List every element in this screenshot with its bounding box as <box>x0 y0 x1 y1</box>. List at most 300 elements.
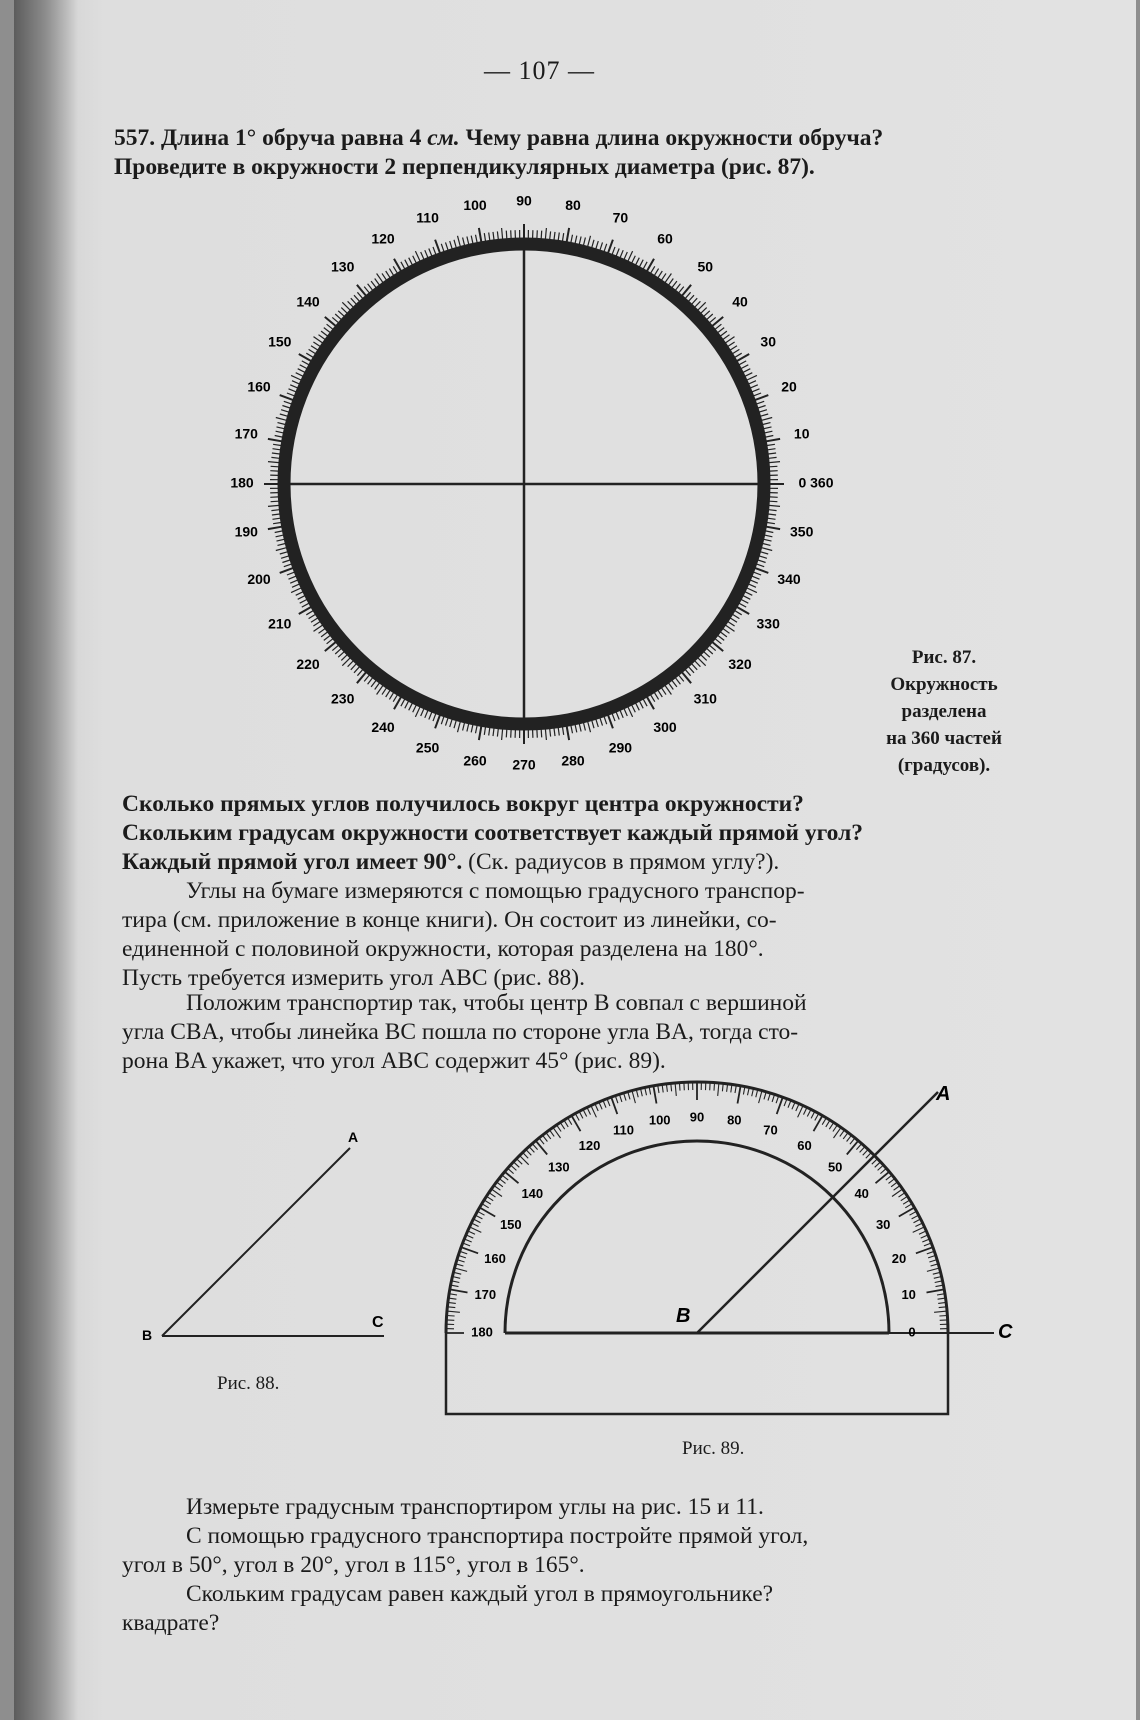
fig87-degree-label: 70 <box>612 209 629 226</box>
fig87-degree-label: 230 <box>331 690 355 707</box>
fig87-tick <box>588 236 591 247</box>
fig87-tick <box>765 431 773 433</box>
fig87-tick <box>768 449 776 450</box>
fig89-tick <box>798 1106 804 1118</box>
fig87-tick <box>616 712 619 719</box>
fig87-tick <box>749 584 756 587</box>
fig89-degree-label: 70 <box>763 1122 778 1138</box>
fig87-tick <box>767 523 775 524</box>
fig87-tick <box>273 518 281 519</box>
fig87-tick <box>446 718 449 726</box>
fig89-degree-label: 90 <box>689 1109 705 1125</box>
fig87-degree-label: 210 <box>268 615 292 632</box>
fig89-tick <box>847 1141 859 1155</box>
fig87-degree-label: 260 <box>463 752 487 769</box>
fig87-tick <box>643 262 647 269</box>
fig89-tick <box>455 1268 468 1271</box>
fig87-degree-label: 60 <box>657 230 673 247</box>
fig87-tick <box>368 678 373 684</box>
text-line: Скольким градусам окружности соответствует каждый прямой угол? <box>122 820 864 846</box>
fig87-tick <box>319 335 326 340</box>
fig87-tick <box>769 457 777 458</box>
fig89-tick <box>615 1096 618 1104</box>
fig87-tick <box>550 729 551 737</box>
fig87-tick <box>277 427 285 429</box>
fig87-tick <box>723 629 730 634</box>
fig87-tick <box>415 707 420 717</box>
fig89-tick <box>784 1099 787 1106</box>
fig87-tick <box>489 728 490 736</box>
fig87-tick <box>654 269 658 276</box>
fig89-tick <box>807 1109 811 1116</box>
fig87-tick <box>479 726 481 740</box>
fig87-tick <box>761 414 769 416</box>
fig87-tick <box>314 625 323 631</box>
fig87-tick <box>765 535 773 537</box>
fig87-tick <box>592 240 594 248</box>
fig87-tick <box>389 693 393 700</box>
fig87-tick <box>338 311 344 316</box>
fig87-tick <box>715 324 721 329</box>
fig87-degree-label: 80 <box>565 197 581 214</box>
fig87-tick <box>715 639 721 644</box>
fig87-tick <box>762 418 773 421</box>
fig87-tick <box>371 281 376 287</box>
fig87-tick <box>433 714 436 721</box>
fig87-degree-label: 320 <box>728 656 752 673</box>
fig87-tick <box>692 664 697 670</box>
fig87-tick <box>745 373 752 377</box>
fig87-degree-label: 200 <box>247 571 271 588</box>
fig87-tick <box>747 588 757 593</box>
fig87-tick <box>268 439 282 441</box>
fig87-tick <box>750 385 757 388</box>
fig87-tick <box>769 505 780 506</box>
fig87-tick <box>752 576 759 579</box>
fig89-tick <box>738 1086 741 1104</box>
fig87-tick <box>287 572 294 575</box>
fig89-tick <box>934 1311 947 1312</box>
fig87-tick <box>332 645 338 650</box>
text-line: угол в 50°, угол в 20°, угол в 115°, угол в 165°. <box>122 1552 585 1578</box>
fig87-tick <box>545 228 546 239</box>
fig87-tick <box>268 527 282 529</box>
fig87-tick <box>364 675 369 681</box>
fig87-tick <box>413 256 417 263</box>
fig87-tick <box>567 228 569 242</box>
fig89-tick <box>536 1141 548 1155</box>
fig87-tick <box>289 389 296 392</box>
fig87-tick <box>276 535 284 537</box>
fig87-tick <box>389 269 393 276</box>
fig87-tick <box>762 548 773 551</box>
fig87-tick <box>767 444 775 445</box>
fig89-protractor <box>446 1082 1013 1414</box>
fig89-tick <box>876 1172 890 1184</box>
fig87-degree-label: 20 <box>781 378 797 395</box>
fig87-degree-label: 10 <box>793 425 810 442</box>
fig89-tick <box>714 1083 715 1091</box>
fig87-tick <box>743 596 750 600</box>
fig89-label-c: C <box>998 1321 1013 1343</box>
fig87-tick <box>620 250 623 257</box>
fig89-tick <box>675 1083 676 1096</box>
fig89-degree-label: 140 <box>521 1186 544 1202</box>
fig89-tick <box>653 1086 656 1104</box>
fig87-tick <box>429 249 432 256</box>
fig87-tick <box>608 715 613 728</box>
fig87-tick <box>313 342 320 346</box>
fig87-tick <box>471 725 473 733</box>
fig89-tick <box>680 1083 681 1091</box>
fig87-tick <box>458 722 461 733</box>
fig87-tick <box>484 233 485 241</box>
fig87-tick <box>502 228 503 239</box>
fig89-tick <box>829 1123 833 1130</box>
fig89-degree-label: 100 <box>648 1112 671 1128</box>
fig89-tick <box>466 1235 473 1238</box>
fig89-tick <box>860 1147 865 1153</box>
fig87-degree-label: 110 <box>416 209 439 226</box>
fig87-tick <box>554 728 555 736</box>
fig87-tick <box>640 701 644 708</box>
text-line: Положим транспортир так, чтобы центр B совпал с вершиной <box>186 990 807 1016</box>
fig87-tick <box>662 688 666 695</box>
fig87-tick <box>669 683 674 690</box>
fig87-tick <box>382 688 386 695</box>
fig87-degree-label: 150 <box>268 333 292 350</box>
fig89-tick <box>572 1116 581 1132</box>
problem-line-2: Проведите в окружности 2 перпендикулярных диаметра (рис. 87). <box>114 154 815 180</box>
fig87-degree-label: 90 <box>516 192 532 209</box>
fig87-tick <box>413 705 417 712</box>
fig87-tick <box>282 406 290 409</box>
fig89-label-a: A <box>936 1083 951 1105</box>
fig87-tick <box>368 284 373 290</box>
fig87-tick <box>710 645 716 650</box>
fig88-label-c: C <box>372 1314 384 1331</box>
fig89-tick <box>505 1172 519 1184</box>
fig87-degree-label: 330 <box>756 615 780 632</box>
fig87-tick <box>273 444 281 445</box>
fig87-degree-label: 30 <box>760 333 776 350</box>
fig87-tick <box>405 701 409 708</box>
fig87-tick <box>425 250 428 257</box>
fig89-tick <box>880 1168 886 1173</box>
fig87-caption-line: Рис. 87. <box>911 647 977 668</box>
fig89-tick <box>833 1125 838 1132</box>
fig87-tick <box>280 552 288 554</box>
fig89-tick <box>899 1193 906 1198</box>
fig87-tick <box>636 258 640 265</box>
fig87-tick <box>733 349 740 353</box>
text-line: квадрате? <box>122 1610 220 1636</box>
text-line: тира (см. приложение в конце книги). Он состоит из линейки, со- <box>122 907 777 933</box>
fig89-tick <box>595 1104 598 1111</box>
fig87-tick <box>377 274 383 283</box>
fig87-tick <box>314 337 323 343</box>
fig87-tick <box>324 328 330 333</box>
fig87-tick <box>281 556 289 558</box>
fig89-tick <box>460 1251 468 1254</box>
fig87-tick <box>321 331 327 336</box>
fig87-tick <box>292 584 299 587</box>
fig87-tick <box>377 686 383 695</box>
fig89-tick <box>591 1106 597 1118</box>
fig89-tick <box>463 1243 470 1246</box>
fig87-tick <box>563 727 564 735</box>
fig87-tick <box>588 722 591 733</box>
fig87-tick <box>575 725 577 733</box>
fig87-tick <box>735 353 742 357</box>
text-line: Измерьте градусным транспортиром углы на рис. 15 и 11. <box>186 1494 764 1520</box>
fig87-tick <box>341 655 347 661</box>
fig87-tick <box>567 726 569 740</box>
fig87-tick <box>298 369 305 373</box>
fig89-tick <box>922 1239 929 1242</box>
fig89-tick <box>788 1100 791 1107</box>
fig87-tick <box>689 667 694 673</box>
fig89-tick <box>927 1251 935 1254</box>
text-line: единенной с половиной окружности, которая разделена на 180°. <box>122 936 764 962</box>
book-page <box>14 0 1136 1720</box>
fig87-tick <box>421 252 424 259</box>
fig87-tick <box>695 661 701 667</box>
fig87-tick <box>752 389 759 392</box>
fig87-tick <box>726 625 735 631</box>
fig87-tick <box>276 431 284 433</box>
fig89-tick <box>603 1100 606 1107</box>
fig89-tick <box>494 1186 501 1191</box>
fig87-tick <box>685 670 690 676</box>
fig89-degree-label: 160 <box>484 1250 506 1266</box>
fig87-tick <box>754 572 761 575</box>
fig87-circle-diagram <box>230 193 833 773</box>
fig89-tick <box>850 1138 855 1144</box>
fig87-tick <box>718 328 724 333</box>
fig87-tick <box>579 237 581 245</box>
fig89-tick <box>894 1186 901 1191</box>
fig87-tick <box>429 712 432 719</box>
problem-text-b: Чему равна длина окружности обруча? <box>459 125 884 151</box>
fig87-tick <box>272 514 280 515</box>
fig89-tick <box>886 1175 892 1180</box>
fig87-tick <box>743 369 750 373</box>
fig87-degree-label: 160 <box>247 378 271 395</box>
fig87-tick <box>584 723 586 731</box>
fig89-tick <box>891 1182 897 1187</box>
fig89-tick <box>718 1083 719 1096</box>
fig87-tick <box>272 453 280 454</box>
fig89-tick <box>872 1159 878 1165</box>
fig87-degree-label: 40 <box>732 293 748 310</box>
fig89-tick <box>919 1231 926 1234</box>
fig89-tick <box>473 1219 480 1223</box>
fig87-tick <box>707 314 713 319</box>
fig89-tick <box>499 1179 505 1184</box>
fig87-tick <box>354 667 359 673</box>
fig87-degree-label: 120 <box>371 230 395 247</box>
fig89-tick <box>826 1120 830 1127</box>
fig87-tick <box>298 596 305 600</box>
fig89-tick <box>910 1211 917 1215</box>
fig89-tick <box>814 1116 823 1132</box>
fig87-tick <box>493 232 494 240</box>
fig87-tick <box>741 600 748 604</box>
fig89-tick <box>927 1289 945 1292</box>
fig87-tick <box>289 576 296 579</box>
fig87-tick <box>632 705 636 712</box>
fig89-tick <box>804 1107 808 1114</box>
fig87-tick <box>281 410 289 412</box>
fig87-tick <box>335 314 341 319</box>
fig87-tick <box>280 568 293 573</box>
fig87-tick <box>728 342 735 346</box>
fig89-tick <box>532 1144 537 1150</box>
fig89-tick <box>776 1096 779 1104</box>
fig87-tick <box>467 724 469 732</box>
fig87-tick <box>471 236 473 244</box>
fig89-tick <box>856 1144 861 1150</box>
fig87-degree-label: 0 360 <box>798 474 834 491</box>
fig87-tick <box>463 723 465 731</box>
fig89-tick <box>523 1152 529 1158</box>
fig87-tick <box>757 564 765 567</box>
fig89-tick <box>901 1196 908 1200</box>
fig87-tick <box>271 501 279 502</box>
fig87-tick <box>313 622 320 626</box>
fig87-degree-label: 170 <box>234 425 258 442</box>
problem-unit: см. <box>427 125 460 151</box>
fig87-tick <box>766 527 780 529</box>
fig87-tick <box>273 449 281 450</box>
fig87-tick <box>707 649 713 654</box>
fig87-tick <box>701 308 707 314</box>
fig87-tick <box>327 639 333 644</box>
fig87-tick <box>324 636 330 641</box>
fig87-tick <box>758 406 766 409</box>
fig87-tick <box>463 238 465 246</box>
fig87-tick <box>311 346 318 350</box>
fig87-tick <box>541 231 542 239</box>
fig89-tick <box>913 1227 925 1233</box>
fig89-tick <box>568 1118 572 1125</box>
fig87-tick <box>421 709 424 716</box>
fig89-tick <box>915 1223 922 1227</box>
fig89-tick <box>583 1109 587 1116</box>
fig87-tick <box>604 244 607 252</box>
fig87-tick <box>409 258 413 265</box>
fig87-tick <box>662 273 666 280</box>
fig87-tick <box>596 241 598 249</box>
fig87-tick <box>558 233 559 241</box>
text-line-rest: (Ск. радиусов в прямом углу?). <box>462 849 780 875</box>
fig87-tick <box>291 375 301 380</box>
fig87-tick <box>375 279 380 286</box>
fig87-tick <box>769 501 777 502</box>
fig87-degree-label: 220 <box>296 656 320 673</box>
fig87-tick <box>757 401 765 404</box>
fig87-tick <box>276 548 287 551</box>
fig87-tick <box>541 729 542 737</box>
fig87-tick <box>405 260 409 267</box>
fig89-tick <box>759 1091 762 1104</box>
fig87-tick <box>280 414 288 416</box>
fig87-tick <box>710 317 716 322</box>
fig87-tick <box>435 240 440 253</box>
fig87-degree-label: 240 <box>371 718 395 735</box>
fig87-tick <box>321 632 327 637</box>
fig89-tick <box>914 1219 921 1223</box>
text-line: Сколько прямых углов получилось вокруг центра окружности? <box>122 791 804 817</box>
fig89-tick <box>484 1200 491 1204</box>
fig87-caption-line: разделена <box>901 701 987 722</box>
fig87-tick <box>467 237 469 245</box>
fig87-tick <box>357 670 362 676</box>
fig87-tick <box>730 346 737 350</box>
fig87-tick <box>689 295 694 301</box>
fig87-tick <box>726 337 735 343</box>
fig87-tick <box>758 560 766 563</box>
fig89-tick <box>905 1204 912 1208</box>
fig87-tick <box>672 681 677 687</box>
fig87-tick <box>351 664 356 670</box>
fig87-tick <box>348 661 354 667</box>
text-line: Углы на бумаге измеряются с помощью градусного транспор- <box>186 878 805 904</box>
fig87-tick <box>393 695 397 702</box>
fig87-tick <box>284 401 292 404</box>
fig89-tick <box>546 1133 551 1139</box>
fig87-tick <box>628 251 633 261</box>
fig87-tick <box>640 260 644 267</box>
fig89-tick <box>840 1130 845 1137</box>
fig89-tick <box>927 1268 940 1271</box>
fig87-tick <box>497 231 498 239</box>
fig89-tick <box>539 1138 544 1144</box>
fig87-tick <box>278 544 286 546</box>
fig87-tick <box>730 618 737 622</box>
fig87-tick <box>676 284 681 290</box>
fig87-tick <box>620 710 623 717</box>
text-line: рона BA укажет, что угол ABC содержит 45° (рис. 89). <box>122 1048 666 1074</box>
fig87-tick <box>292 381 299 384</box>
fig87-tick <box>306 353 313 357</box>
fig87-tick <box>554 232 555 240</box>
fig87-tick <box>679 675 684 681</box>
fig87-degree-label: 130 <box>331 258 355 275</box>
fig87-tick <box>415 251 420 261</box>
fig89-caption: Рис. 89. <box>682 1438 745 1459</box>
fig87-caption-line: (градусов). <box>897 755 991 776</box>
fig87-tick <box>268 505 279 506</box>
fig87-tick <box>284 564 292 567</box>
fig89-tick <box>502 1175 508 1180</box>
fig87-tick <box>335 649 341 654</box>
fig89-tick <box>599 1102 602 1109</box>
fig89-tick <box>912 1215 919 1219</box>
text-line: Скольким градусам равен каждый угол в прямоугольнике? <box>186 1581 774 1607</box>
fig87-tick <box>341 308 347 314</box>
fig87-tick <box>769 466 777 467</box>
fig87-tick <box>454 240 456 248</box>
fig87-tick <box>612 714 615 721</box>
fig89-tick <box>843 1133 848 1139</box>
fig87-tick <box>357 292 362 298</box>
fig87-tick <box>704 311 710 316</box>
fig89-tick <box>924 1243 931 1246</box>
fig89-tick <box>815 1114 819 1121</box>
fig89-tick <box>513 1162 519 1168</box>
